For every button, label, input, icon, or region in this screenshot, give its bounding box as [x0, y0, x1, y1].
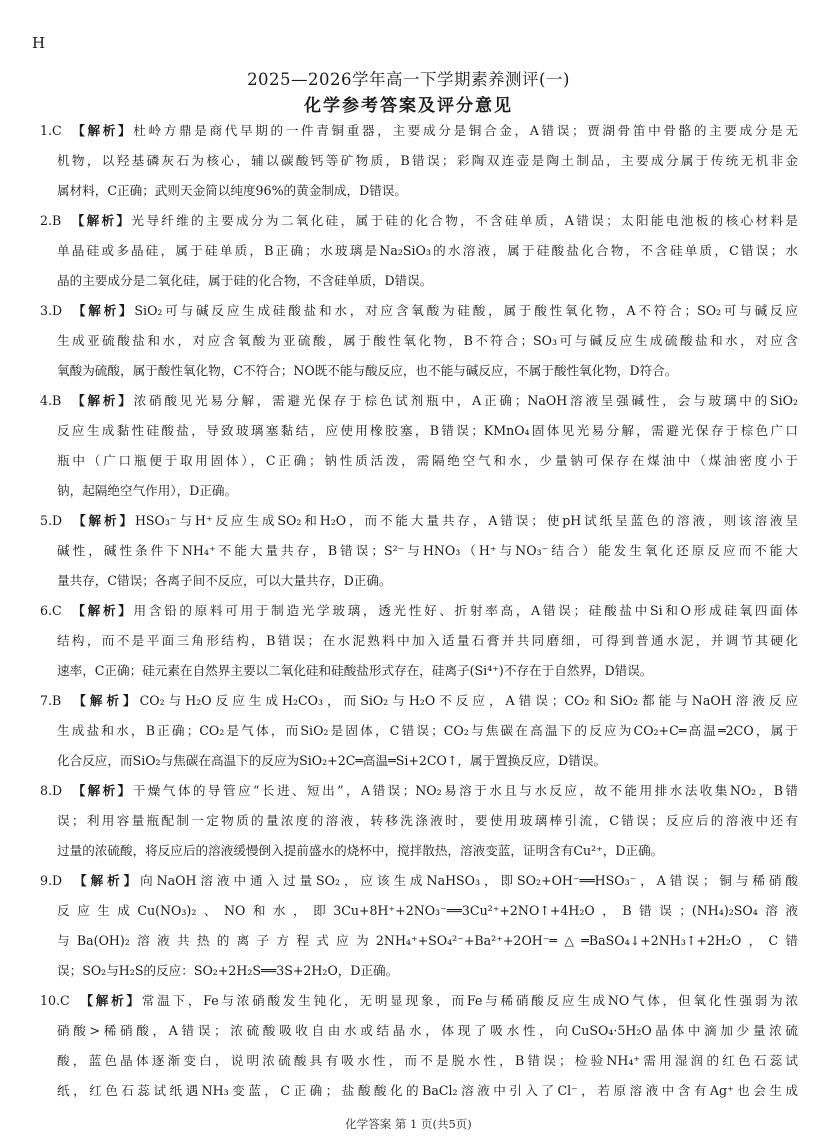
answer-text: 干燥气体的导管应“长进、短出”，A错误；NO₂易溶于水且与水反应，故不能用排水法收集NO₂，B错: [132, 783, 798, 798]
answer-line: [40, 1076, 798, 1106]
answer-line: [40, 566, 798, 596]
answer-text: 单晶硅或多晶硅，属于硅单质，B正确；水玻璃是Na₂SiO₃的水溶液，属于硅酸盐化合物，不含硅单质，C错误；水: [57, 243, 798, 258]
answer-text: 常温下，Fe与浓硝酸发生钝化，无明显现象，而Fe与稀硝酸反应生成NO气体，但氧化性强弱为浓: [141, 993, 798, 1008]
answer-text: 氧酸为硫酸，属于酸性氧化物，C不符合；NO既不能与酸反应，也不能与碱反应，不属于酸性氧化物，D符合。: [57, 363, 678, 378]
analysis-tag: 【解析】: [69, 693, 140, 708]
answer-line: [40, 356, 798, 386]
answer-text: 向NaOH溶液中通入过量SO₂，应该生成NaHSO₃，即SO₂+OH⁻══HSO₃⁻，A错误；铜与稀硝酸: [140, 873, 798, 888]
answer-line: [40, 926, 798, 956]
analysis-tag: 【解析】: [69, 123, 134, 138]
answer-text: 误；SO₂与H₂S的反应：SO₂+2H₂S══3S+2H₂O，D正确。: [57, 963, 399, 978]
answer-number: 6.C: [40, 603, 62, 618]
answer-text: 浓硝酸见光易分解，需避光保存于棕色试剂瓶中，A正确；NaOH溶液呈强碱性，会与玻璃中的SiO₂: [133, 393, 798, 408]
answer-number: 10.C: [40, 993, 70, 1008]
answer-item: [40, 386, 798, 506]
answer-number: 5.D: [40, 513, 63, 528]
answer-text: 酸，蓝色晶体逐渐变白，说明浓硫酸具有吸水性，而不是脱水性，B错误；检验NH₄⁺需用湿润的红色石蕊试: [57, 1053, 798, 1068]
answer-text: 机物，以羟基磷灰石为核心，辅以碳酸钙等矿物质，B错误；彩陶双连壶是陶土制品，主要成分属于传统无机非金: [57, 153, 798, 168]
answer-item: [40, 296, 798, 386]
answer-item: [40, 776, 798, 866]
answer-item: [40, 206, 798, 296]
answer-text: 纸，红色石蕊试纸遇NH₃变蓝，C正确；盐酸酸化的BaCl₂溶液中引入了Cl⁻，若原溶液中含有Ag⁺也会生成: [57, 1083, 798, 1098]
answer-line: [40, 446, 798, 476]
answer-number: 4.B: [40, 393, 62, 408]
answer-number: 7.B: [40, 693, 62, 708]
answer-text: 属材料，C正确；武则天金简以纯度96%的黄金制成，D错误。: [57, 183, 407, 198]
answer-list: [40, 116, 798, 1106]
answer-line: [40, 596, 798, 626]
answer-item: [40, 116, 798, 206]
answer-line: [40, 236, 798, 266]
answer-text: 用含铅的原料可用于制造光学玻璃，透光性好、折射率高，A错误；硅酸盐中Si和O形成硅氧四面体: [133, 603, 798, 618]
answer-text: 与Ba(OH)₂溶液共热的离子方程式应为2NH₄⁺+SO₄²⁻+Ba²⁺+2OH⁻═△═BaSO₄↓+2NH₃↑+2H₂O，C错: [57, 933, 798, 948]
answer-line: [40, 296, 798, 326]
answer-line: [40, 656, 798, 686]
analysis-tag: 【解析】: [70, 513, 135, 528]
paper-version-label: H: [32, 34, 46, 52]
answer-number: 9.D: [40, 873, 63, 888]
answer-line: [40, 1046, 798, 1076]
answer-line: [40, 146, 798, 176]
answer-line: [40, 266, 798, 296]
answer-text: HSO₃⁻与H⁺反应生成SO₂和H₂O，而不能大量共存，A错误；使pH试纸呈蓝色的溶液，则该溶液呈: [134, 513, 798, 528]
answer-line: [40, 386, 798, 416]
answer-text: 误；利用容量瓶配制一定物质的量浓度的溶液，转移洗涤液时，要使用玻璃棒引流，C错误；反应后的溶液中还有: [57, 813, 798, 828]
answer-line: [40, 836, 798, 866]
answer-item: [40, 986, 798, 1106]
answer-text: 瓶中（广口瓶便于取用固体），C正确；钠性质活泼，需隔绝空气和水，少量钠可保存在煤油中（煤油密度小于: [57, 453, 798, 468]
answer-line: [40, 506, 798, 536]
answer-item: [40, 866, 798, 986]
answer-line: [40, 716, 798, 746]
answer-line: [40, 476, 798, 506]
answer-line: [40, 536, 798, 566]
answer-text: 杜岭方鼎是商代早期的一件青铜重器，主要成分是铜合金，A错误；贾湖骨笛中骨骼的主要成分是无: [133, 123, 798, 138]
answer-text: 碱性，碱性条件下NH₄⁺不能大量共存，B错误；S²⁻与HNO₃（H⁺与NO₃⁻结合）能发生氧化还原反应而不能大: [57, 543, 798, 558]
answer-text: 速率，C正确；硅元素在自然界主要以二氧化硅和硅酸盐形式存在，硅离子(Si⁴⁺)不存在于自然界，D错误。: [57, 663, 653, 678]
answer-text: CO₂与H₂O反应生成H₂CO₃，而SiO₂与H₂O不反应，A错误；CO₂和SiO₂都能与NaOH溶液反应: [139, 693, 798, 708]
answer-text: 反应生成Cu(NO₃)₂、NO和水，即3Cu+8H⁺+2NO₃⁻══3Cu²⁺+2NO↑+4H₂O，B错误；(NH₄)₂SO₄溶液: [57, 903, 798, 918]
answer-item: [40, 686, 798, 776]
answer-text: 量共存，C错误；各离子间不反应，可以大量共存，D正确。: [57, 573, 392, 588]
answer-line: [40, 986, 798, 1016]
answer-line: [40, 176, 798, 206]
analysis-tag: 【解析】: [70, 873, 141, 888]
analysis-tag: 【解析】: [70, 783, 133, 798]
answer-number: 1.C: [40, 123, 62, 138]
answer-line: [40, 416, 798, 446]
answer-item: [40, 596, 798, 686]
answer-text: 生成盐和水，B正确；CO₂是气体，而SiO₂是固体，C错误；CO₂与焦碳在高温下的反应为CO₂+C═高温═2CO，属于: [57, 723, 798, 738]
analysis-tag: 【解析】: [69, 213, 132, 228]
answer-text: 化合反应，而SiO₂与焦碳在高温下的反应为SiO₂+2C═高温═Si+2CO↑，属于置换反应，D错误。: [57, 753, 607, 768]
answer-text: 反应生成黏性硅酸盐，导致玻璃塞黏结，应使用橡胶塞，B错误；KMnO₄固体见光易分解，需避光保存于棕色广口: [57, 423, 798, 438]
answer-line: [40, 326, 798, 356]
answer-number: 3.D: [40, 303, 63, 318]
answer-line: [40, 956, 798, 986]
answer-line: [40, 626, 798, 656]
answer-item: [40, 506, 798, 596]
answer-line: [40, 116, 798, 146]
answer-text: 硝酸>稀硝酸，A错误；浓硫酸吸收自由水或结晶水，体现了吸水性，向CuSO₄·5H₂O晶体中滴加少量浓硫: [57, 1023, 798, 1038]
analysis-tag: 【解析】: [69, 393, 134, 408]
analysis-tag: 【解析】: [70, 303, 135, 318]
answer-text: 光导纤维的主要成分为二氧化硅，属于硅的化合物，不含硅单质，A错误；太阳能电池板的核心材料是: [131, 213, 798, 228]
answer-text: SiO₂可与碱反应生成硅酸盐和水，对应含氧酸为硅酸，属于酸性氧化物，A不符合；SO₂可与碱反应: [134, 303, 798, 318]
answer-number: 8.D: [40, 783, 63, 798]
analysis-tag: 【解析】: [69, 603, 134, 618]
answer-line: [40, 896, 798, 926]
answer-text: 过量的浓硫酸，将反应后的溶液缓慢倒入提前盛水的烧杯中，搅拌散热，溶液变蓝，证明含有Cu²⁺，D正确。: [57, 843, 664, 858]
answer-line: [40, 866, 798, 896]
page-title: 2025—2026学年高一下学期素养测评(一): [247, 70, 570, 89]
answer-line: [40, 1016, 798, 1046]
page-footer: 化学答案 第 1 页(共5页): [345, 1117, 472, 1131]
page-subtitle: 化学参考答案及评分意见: [304, 96, 513, 116]
answer-line: [40, 776, 798, 806]
answer-line: [40, 806, 798, 836]
answer-line: [40, 686, 798, 716]
answer-text: 生成亚硫酸盐和水，对应含氧酸为亚硫酸，属于酸性氧化物，B不符合；SO₃可与碱反应生成硫酸盐和水，对应含: [57, 333, 798, 348]
analysis-tag: 【解析】: [77, 993, 142, 1008]
answer-text: 钠，起隔绝空气作用），D正确。: [57, 483, 238, 498]
answer-line: [40, 746, 798, 776]
answer-line: [40, 206, 798, 236]
answer-number: 2.B: [40, 213, 62, 228]
answer-text: 晶的主要成分是二氧化硅，属于硅的化合物，不含硅单质，D错误。: [57, 273, 433, 288]
answer-text: 结构，而不是平面三角形结构，B错误；在水泥熟料中加入适量石膏并共同磨细，可得到普通水泥，并调节其硬化: [57, 633, 798, 648]
